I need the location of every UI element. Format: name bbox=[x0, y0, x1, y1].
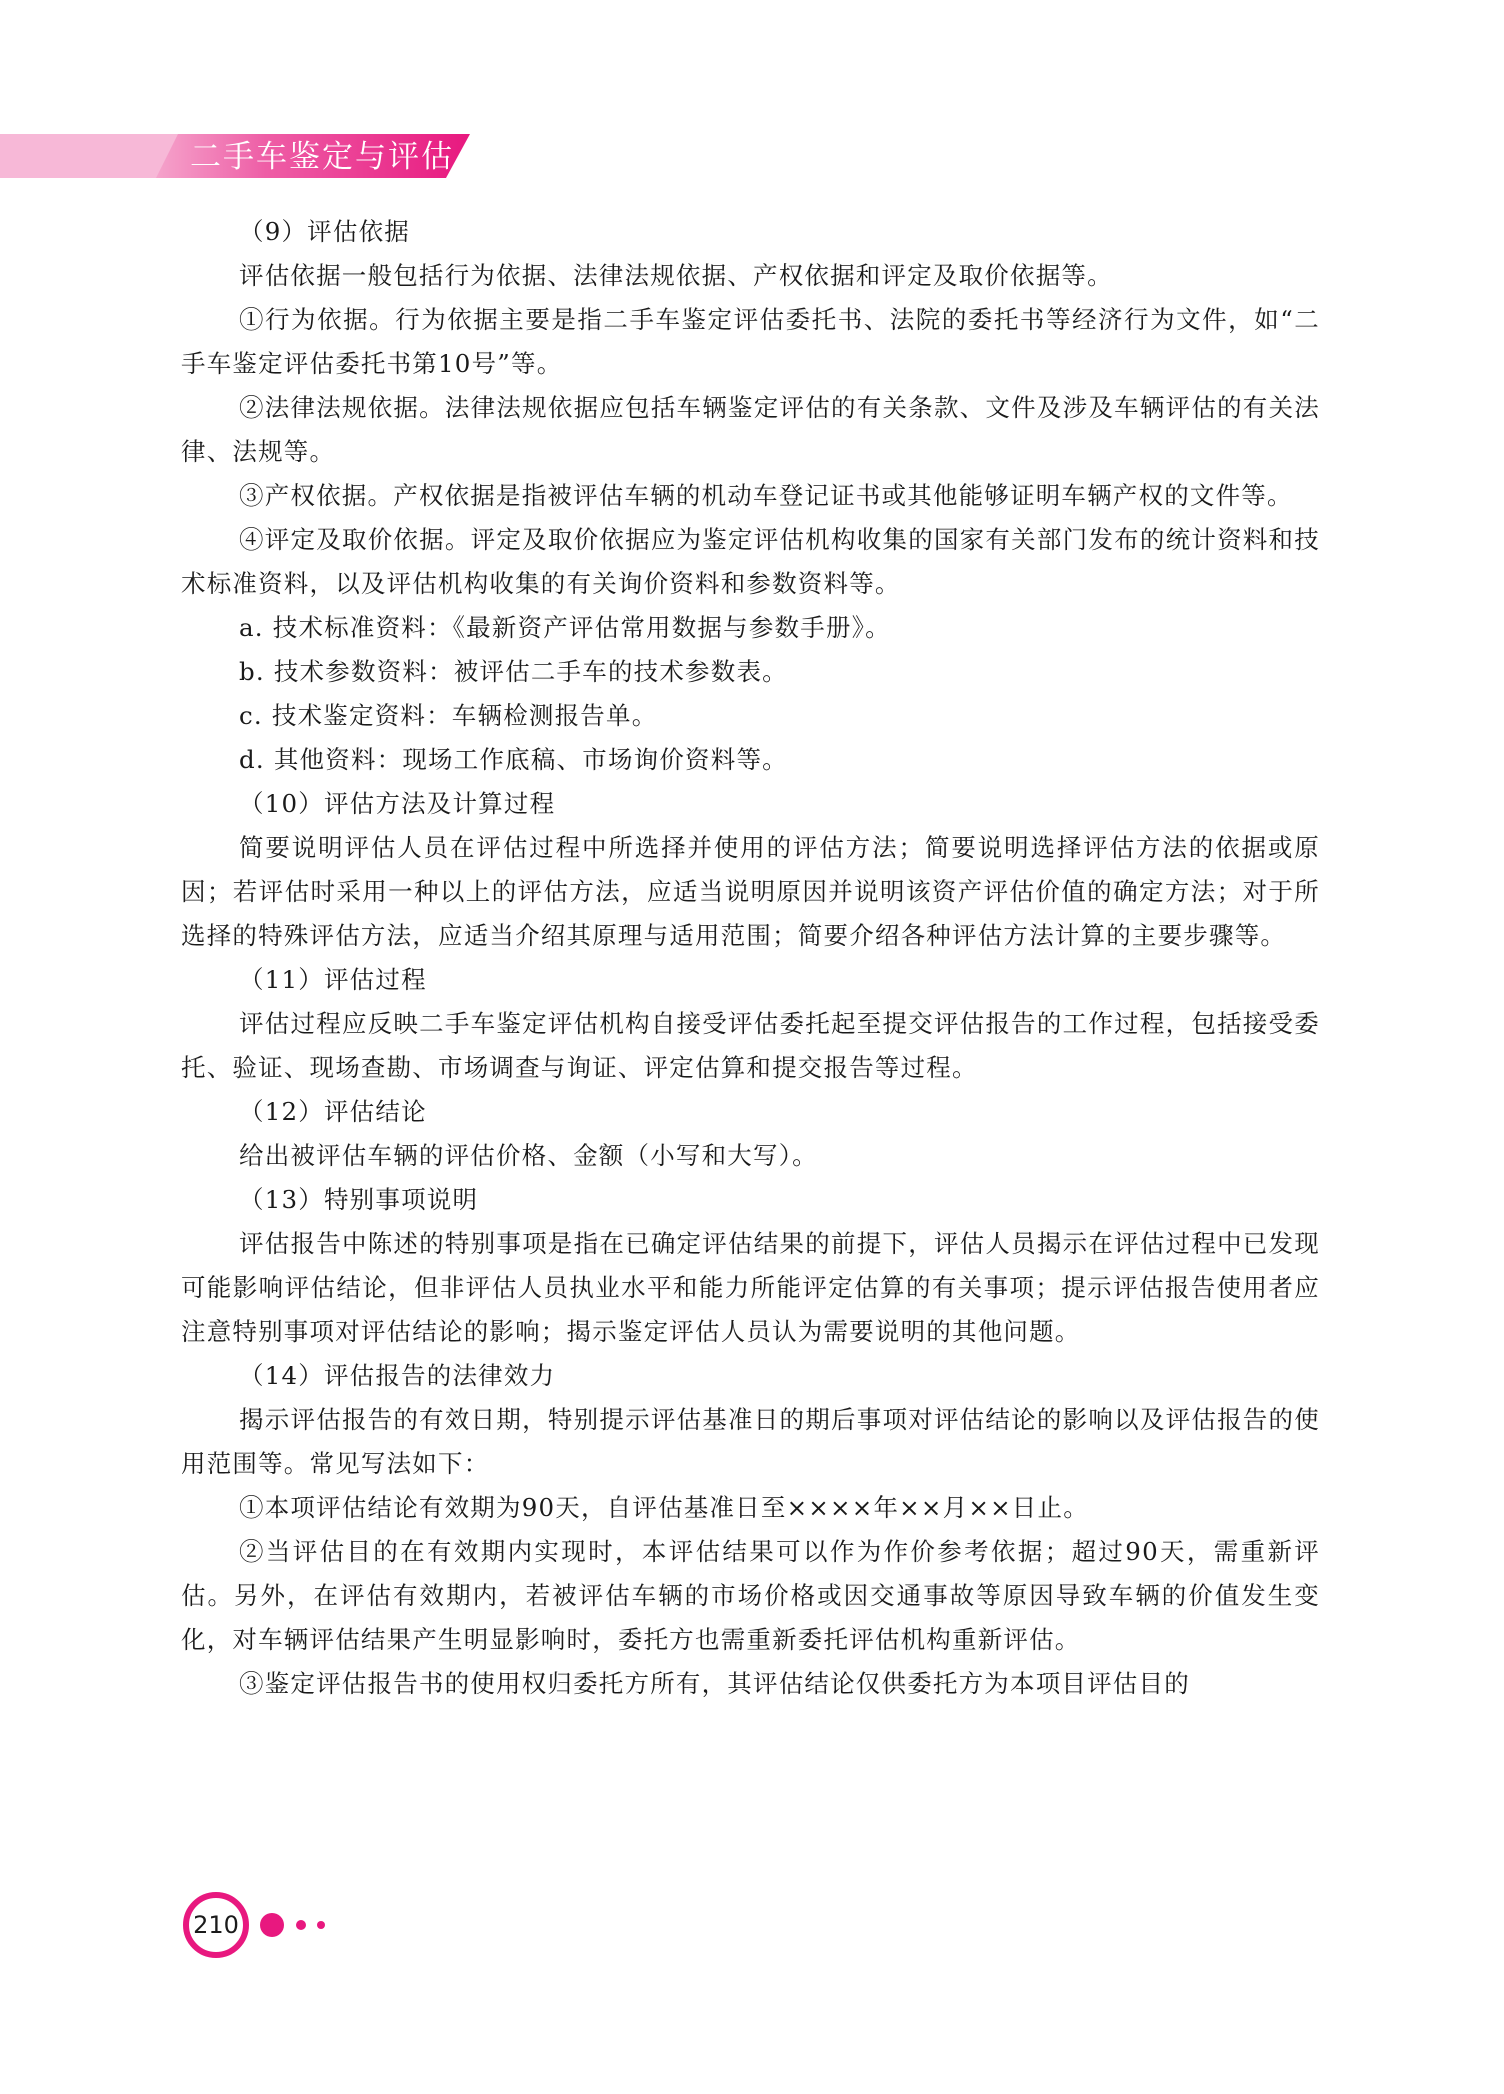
paragraph: 评估报告中陈述的特别事项是指在已确定评估结果的前提下，评估人员揭示在评估过程中已发现可能影响评估结论，但非评估人员执业水平和能力所能评定估算的有关事项；提示评估报告使用者应注意特别事项对评估结论的影响；揭示鉴定评估人员认为需要说明的其他问题。 bbox=[181, 1229, 1320, 1346]
paragraph: ①本项评估结论有效期为90天，自评估基准日至××××年××月××日止。 bbox=[239, 1493, 1089, 1522]
heading-9: （9）评估依据 bbox=[239, 217, 410, 246]
page-number-badge bbox=[183, 1892, 249, 1958]
paragraph: ①行为依据。行为依据主要是指二手车鉴定评估委托书、法院的委托书等经济行为文件，如“二手车鉴定评估委托书第10号”等。 bbox=[181, 305, 1320, 378]
paragraph: ③鉴定评估报告书的使用权归委托方所有，其评估结论仅供委托方为本项目评估目的 bbox=[239, 1669, 1190, 1698]
decorative-dot-small bbox=[317, 1921, 325, 1929]
heading-12: （12）评估结论 bbox=[239, 1097, 427, 1126]
decorative-dot-large bbox=[260, 1913, 284, 1937]
paragraph: ②法律法规依据。法律法规依据应包括车辆鉴定评估的有关条款、文件及涉及车辆评估的有关法律、法规等。 bbox=[181, 393, 1320, 466]
paragraph: 揭示评估报告的有效日期，特别提示评估基准日的期后事项对评估结论的影响以及评估报告的使用范围等。常见写法如下： bbox=[181, 1405, 1320, 1478]
heading-10: （10）评估方法及计算过程 bbox=[239, 789, 556, 818]
list-item: b. 技术参数资料：被评估二手车的技术参数表。 bbox=[239, 657, 788, 686]
heading-14: （14）评估报告的法律效力 bbox=[239, 1361, 556, 1390]
decorative-dot-medium bbox=[296, 1920, 306, 1930]
page-content bbox=[181, 210, 1320, 1706]
heading-13: （13）特别事项说明 bbox=[239, 1185, 479, 1214]
paragraph: ②当评估目的在有效期内实现时，本评估结果可以作为作价参考依据；超过90天，需重新评估。另外，在评估有效期内，若被评估车辆的市场价格或因交通事故等原因导致车辆的价值发生变化，对车辆评估结果产生明显影响时，委托方也需重新委托评估机构重新评估。 bbox=[181, 1537, 1320, 1654]
list-item: c. 技术鉴定资料：车辆检测报告单。 bbox=[239, 701, 658, 730]
paragraph: 简要说明评估人员在评估过程中所选择并使用的评估方法；简要说明选择评估方法的依据或原因；若评估时采用一种以上的评估方法，应适当说明原因并说明该资产评估价值的确定方法；对于所选择的特殊评估方法，应适当介绍其原理与适用范围；简要介绍各种评估方法计算的主要步骤等。 bbox=[181, 833, 1320, 950]
paragraph: ④评定及取价依据。评定及取价依据应为鉴定评估机构收集的国家有关部门发布的统计资料和技术标准资料，以及评估机构收集的有关询价资料和参数资料等。 bbox=[181, 525, 1320, 598]
heading-11: （11）评估过程 bbox=[239, 965, 427, 994]
header-title: 二手车鉴定与评估 bbox=[190, 139, 454, 175]
paragraph: ③产权依据。产权依据是指被评估车辆的机动车登记证书或其他能够证明车辆产权的文件等。 bbox=[239, 481, 1293, 510]
paragraph: 给出被评估车辆的评估价格、金额（小写和大写）。 bbox=[239, 1141, 818, 1170]
list-item: a. 技术标准资料：《最新资产评估常用数据与参数手册》。 bbox=[239, 613, 891, 642]
list-item: d. 其他资料：现场工作底稿、市场询价资料等。 bbox=[239, 745, 788, 774]
page-number: 210 bbox=[193, 1911, 239, 1939]
paragraph: 评估过程应反映二手车鉴定评估机构自接受评估委托起至提交评估报告的工作过程，包括接受委托、验证、现场查勘、市场调查与询证、评定估算和提交报告等过程。 bbox=[181, 1009, 1320, 1082]
paragraph: 评估依据一般包括行为依据、法律法规依据、产权依据和评定及取价依据等。 bbox=[239, 261, 1113, 290]
